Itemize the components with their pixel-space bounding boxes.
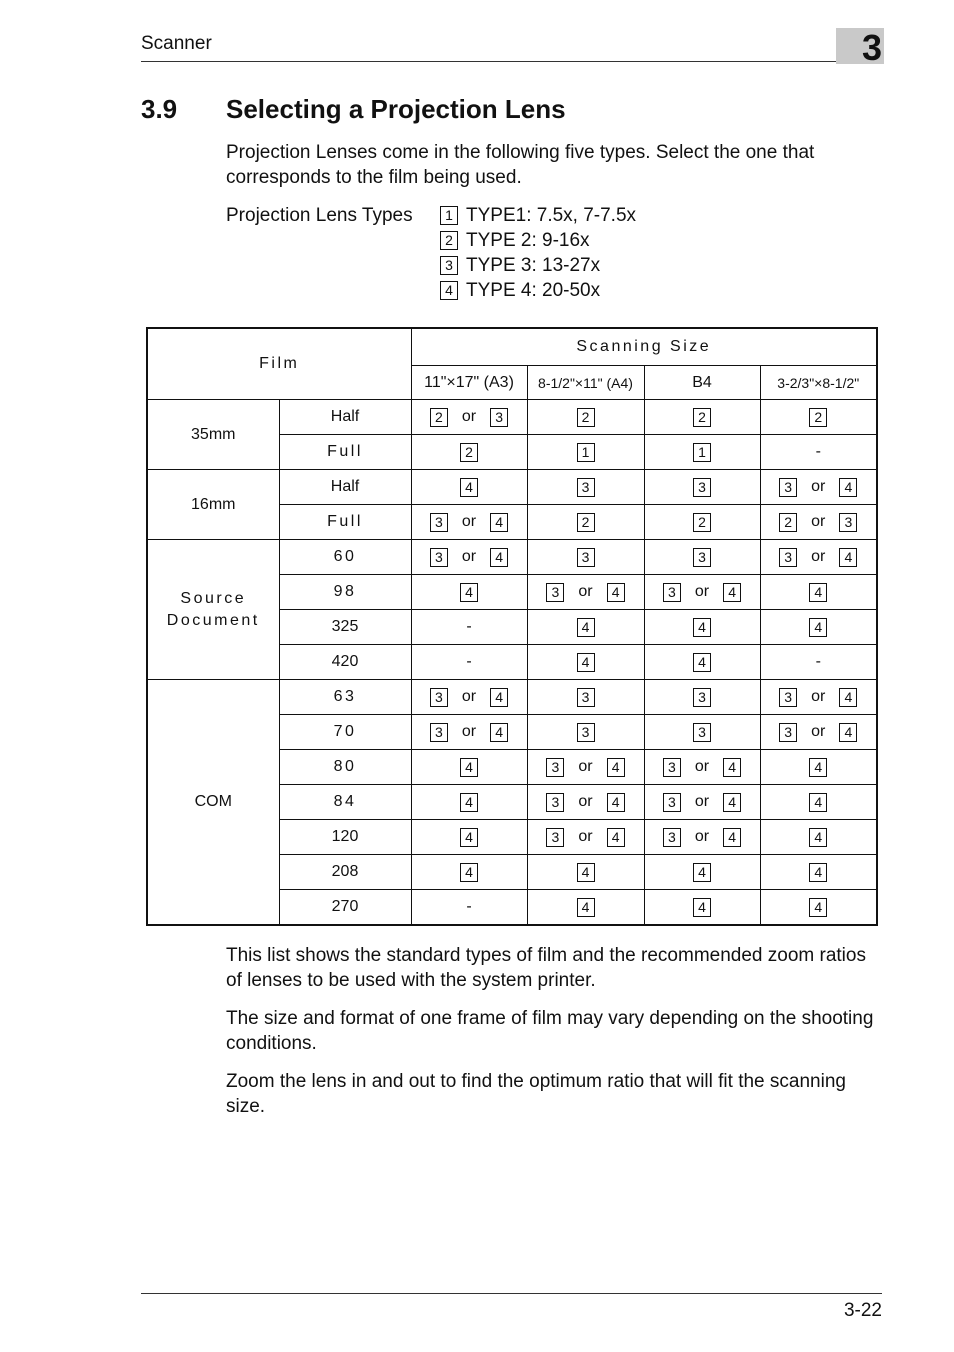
not-applicable-dash: - <box>815 443 821 460</box>
lens-cell <box>760 820 877 855</box>
lens-type-box: 2 <box>779 513 797 532</box>
lens-cell <box>411 750 527 785</box>
page-number: 3-22 <box>843 1300 882 1321</box>
lens-type-box: 4 <box>809 618 827 637</box>
lens-type-box: 1 <box>577 443 595 462</box>
lens-choice-pair <box>779 548 857 567</box>
lens-type-box: 3 <box>546 793 564 812</box>
not-applicable-dash: - <box>466 618 472 635</box>
lens-type-text: TYPE 4: 20-50x <box>466 280 601 301</box>
lens-type-text: TYPE1: 7.5x, 7-7.5x <box>466 205 637 226</box>
section-number: 3.9 <box>141 94 178 124</box>
lens-cell <box>644 750 760 785</box>
or-text: or <box>811 548 826 565</box>
lens-choice-pair <box>779 723 857 742</box>
lens-type-box: 4 <box>693 653 711 672</box>
lens-type-box: 3 <box>779 548 797 567</box>
not-applicable-dash: - <box>466 653 472 670</box>
lens-type-box: 3 <box>546 758 564 777</box>
film-row-label: 84 <box>279 785 411 820</box>
film-row-label: 80 <box>279 750 411 785</box>
lens-cell <box>760 855 877 890</box>
lens-type-box: 4 <box>809 898 827 917</box>
lens-type-box: 3 <box>779 478 797 497</box>
lens-type-box: 2 <box>693 408 711 427</box>
lens-cell <box>760 645 877 680</box>
lens-type-box: 3 <box>577 723 595 742</box>
lens-choice-pair <box>430 513 508 532</box>
lens-cell <box>760 505 877 540</box>
lens-type-box: 4 <box>577 653 595 672</box>
film-row-label: Full <box>279 505 411 540</box>
film-row-label: 70 <box>279 715 411 750</box>
lens-type-number-box: 3 <box>440 256 458 275</box>
lens-cell <box>644 890 760 926</box>
film-group-label: 16mm <box>147 470 279 540</box>
lens-cell <box>644 505 760 540</box>
lens-cell <box>760 680 877 715</box>
lens-type-item <box>440 228 636 253</box>
lens-type-item <box>440 278 636 303</box>
lens-cell <box>644 575 760 610</box>
lens-cell <box>411 855 527 890</box>
lens-choice-pair <box>546 828 624 847</box>
film-group-label: COM <box>147 680 279 926</box>
lens-type-box: 4 <box>839 688 857 707</box>
lens-type-box: 3 <box>693 723 711 742</box>
lens-type-box: 4 <box>460 583 478 602</box>
lens-cell <box>527 680 644 715</box>
or-text: or <box>461 548 477 565</box>
lens-type-box: 3 <box>490 408 508 427</box>
or-text: or <box>578 758 593 775</box>
lens-cell <box>527 715 644 750</box>
scanning-size-column-header: B4 <box>644 366 760 400</box>
lens-type-box: 3 <box>693 548 711 567</box>
footer-divider <box>141 1293 882 1294</box>
film-row-label: Full <box>279 435 411 470</box>
lens-type-box: 4 <box>490 548 508 567</box>
lens-type-box: 3 <box>663 583 681 602</box>
lens-cell <box>760 400 877 435</box>
lens-type-box: 4 <box>607 758 625 777</box>
or-text: or <box>694 828 710 845</box>
lens-type-box: 4 <box>839 548 857 567</box>
lens-cell <box>527 610 644 645</box>
or-text: or <box>578 828 593 845</box>
table-row <box>147 540 877 575</box>
lens-cell <box>411 505 527 540</box>
lens-cell <box>644 680 760 715</box>
or-text: or <box>811 513 826 530</box>
lens-choice-pair <box>430 688 508 707</box>
lens-type-box: 4 <box>809 758 827 777</box>
not-applicable-dash: - <box>815 653 821 670</box>
lens-type-box: 1 <box>693 443 711 462</box>
lens-choice-pair <box>663 583 741 602</box>
table-row <box>147 400 877 435</box>
lens-type-box: 2 <box>430 408 448 427</box>
lens-cell <box>644 820 760 855</box>
lens-type-item <box>440 203 636 228</box>
lens-cell <box>411 435 527 470</box>
lens-type-box: 3 <box>430 723 448 742</box>
lens-type-box: 2 <box>809 408 827 427</box>
lens-cell <box>527 820 644 855</box>
film-row-label: 60 <box>279 540 411 575</box>
scanning-size-column-header: 8-1/2"×11" (A4) <box>527 366 644 400</box>
lens-type-box: 3 <box>577 548 595 567</box>
lens-cell <box>411 610 527 645</box>
or-text: or <box>461 408 477 425</box>
film-row-label: Half <box>279 400 411 435</box>
lens-cell <box>760 540 877 575</box>
or-text: or <box>461 513 477 530</box>
lens-type-box: 3 <box>779 688 797 707</box>
lens-type-box: 3 <box>693 478 711 497</box>
lens-type-box: 4 <box>460 793 478 812</box>
lens-type-box: 4 <box>460 478 478 497</box>
lens-table <box>146 327 878 926</box>
lens-type-box: 3 <box>577 478 595 497</box>
or-text: or <box>811 688 826 705</box>
lens-choice-pair <box>779 478 857 497</box>
lens-type-text: TYPE 2: 9-16x <box>466 230 590 251</box>
not-applicable-dash: - <box>466 898 472 915</box>
lens-type-box: 3 <box>663 793 681 812</box>
scanning-size-column-header: 11"×17" (A3) <box>411 366 527 400</box>
lens-type-box: 3 <box>430 548 448 567</box>
lens-cell <box>411 400 527 435</box>
scanning-size-header: Scanning Size <box>411 328 877 366</box>
table-row <box>147 680 877 715</box>
lens-cell <box>644 400 760 435</box>
lens-choice-pair <box>546 583 624 602</box>
lens-type-box: 4 <box>490 723 508 742</box>
lens-type-text: TYPE 3: 13-27x <box>466 255 601 276</box>
lens-type-box: 4 <box>723 793 741 812</box>
lens-type-box: 3 <box>546 828 564 847</box>
lens-cell <box>760 715 877 750</box>
intro-paragraph: Projection Lenses come in the following five types. Select the one that corresponds to the film being used. <box>226 142 815 188</box>
lens-type-box: 4 <box>693 863 711 882</box>
lens-type-box: 3 <box>663 828 681 847</box>
lens-cell <box>760 785 877 820</box>
lens-cell <box>760 610 877 645</box>
note-paragraph-3: Zoom the lens in and out to find the optimum ratio that will fit the scanning size. <box>226 1071 846 1117</box>
lens-type-box: 3 <box>577 688 595 707</box>
or-text: or <box>694 583 710 600</box>
lens-type-box: 2 <box>577 513 595 532</box>
or-text: or <box>694 758 710 775</box>
film-row-label: 325 <box>279 610 411 645</box>
or-text: or <box>578 583 593 600</box>
or-text: or <box>578 793 593 810</box>
lens-type-item <box>440 253 636 278</box>
lens-cell <box>411 645 527 680</box>
film-row-label: 63 <box>279 680 411 715</box>
lens-type-box: 3 <box>663 758 681 777</box>
film-row-label: 420 <box>279 645 411 680</box>
table-row <box>147 470 877 505</box>
lens-choice-pair <box>546 793 624 812</box>
lens-type-box: 4 <box>723 828 741 847</box>
lens-cell <box>760 435 877 470</box>
note-paragraph-1: This list shows the standard types of film and the recommended zoom ratios of lenses to be used with the system printer. <box>226 945 866 991</box>
lens-cell <box>644 610 760 645</box>
lens-type-box: 4 <box>607 583 625 602</box>
lens-type-number-box: 1 <box>440 206 458 225</box>
lens-type-box: 3 <box>430 688 448 707</box>
lens-types-list <box>440 203 636 303</box>
chapter-number-tab: 3 <box>836 28 884 64</box>
lens-type-number-box: 2 <box>440 231 458 250</box>
film-row-label: 208 <box>279 855 411 890</box>
film-group-label: Source Document <box>147 540 279 680</box>
or-text: or <box>811 478 826 495</box>
lens-cell <box>527 785 644 820</box>
lens-cell <box>644 470 760 505</box>
lens-cell <box>644 435 760 470</box>
or-text: or <box>694 793 710 810</box>
lens-cell <box>527 470 644 505</box>
lens-cell <box>411 785 527 820</box>
lens-cell <box>411 890 527 926</box>
lens-type-box: 3 <box>546 583 564 602</box>
lens-type-box: 4 <box>693 898 711 917</box>
lens-type-number-box: 4 <box>440 281 458 300</box>
lens-cell <box>527 855 644 890</box>
lens-type-box: 3 <box>839 513 857 532</box>
lens-cell <box>527 575 644 610</box>
lens-type-box: 4 <box>490 513 508 532</box>
lens-type-box: 4 <box>460 828 478 847</box>
film-row-label: 120 <box>279 820 411 855</box>
lens-choice-pair <box>663 758 741 777</box>
lens-cell <box>760 890 877 926</box>
lens-choice-pair <box>430 548 508 567</box>
lens-choice-pair <box>663 793 741 812</box>
lens-type-box: 4 <box>460 758 478 777</box>
lens-cell <box>527 890 644 926</box>
lens-type-box: 4 <box>607 793 625 812</box>
lens-type-box: 2 <box>460 443 478 462</box>
lens-type-box: 4 <box>490 688 508 707</box>
lens-choice-pair <box>663 828 741 847</box>
or-text: or <box>461 723 477 740</box>
lens-cell <box>527 540 644 575</box>
lens-cell <box>411 680 527 715</box>
lens-cell <box>644 855 760 890</box>
lens-type-box: 4 <box>607 828 625 847</box>
lens-cell <box>644 645 760 680</box>
lens-type-box: 4 <box>577 863 595 882</box>
lens-choice-pair <box>779 513 857 532</box>
lens-cell <box>411 470 527 505</box>
lens-type-box: 3 <box>430 513 448 532</box>
lens-cell <box>644 715 760 750</box>
lens-cell <box>760 750 877 785</box>
lens-type-box: 4 <box>809 828 827 847</box>
lens-type-box: 4 <box>839 478 857 497</box>
lens-types-label: Projection Lens Types <box>226 205 413 226</box>
lens-cell <box>527 750 644 785</box>
lens-type-box: 3 <box>779 723 797 742</box>
lens-type-box: 2 <box>577 408 595 427</box>
or-text: or <box>461 688 477 705</box>
film-row-label: 270 <box>279 890 411 926</box>
lens-type-box: 4 <box>809 793 827 812</box>
lens-choice-pair <box>430 723 508 742</box>
lens-cell <box>411 540 527 575</box>
lens-choice-pair <box>546 758 624 777</box>
lens-cell <box>527 435 644 470</box>
lens-cell <box>411 715 527 750</box>
lens-type-box: 4 <box>809 583 827 602</box>
lens-type-box: 4 <box>577 618 595 637</box>
header-divider <box>141 61 882 62</box>
lens-type-box: 3 <box>693 688 711 707</box>
lens-type-box: 4 <box>723 758 741 777</box>
lens-cell <box>527 400 644 435</box>
or-text: or <box>811 723 826 740</box>
film-group-label: 35mm <box>147 400 279 470</box>
lens-choice-pair <box>430 408 508 427</box>
lens-cell <box>760 470 877 505</box>
lens-cell <box>411 820 527 855</box>
note-paragraph-2: The size and format of one frame of film may vary depending on the shooting conditions. <box>226 1008 874 1054</box>
lens-type-box: 4 <box>839 723 857 742</box>
section-title: Selecting a Projection Lens <box>226 94 566 124</box>
lens-cell <box>527 645 644 680</box>
scanning-size-column-header: 3-2/3"×8-1/2" <box>760 366 877 400</box>
lens-cell <box>527 505 644 540</box>
lens-type-box: 4 <box>577 898 595 917</box>
film-row-label: 98 <box>279 575 411 610</box>
lens-cell <box>760 575 877 610</box>
lens-choice-pair <box>779 688 857 707</box>
film-header: Film <box>147 328 411 400</box>
lens-cell <box>644 540 760 575</box>
lens-type-box: 4 <box>693 618 711 637</box>
lens-type-box: 4 <box>460 863 478 882</box>
lens-type-box: 2 <box>693 513 711 532</box>
lens-cell <box>411 575 527 610</box>
lens-cell <box>644 785 760 820</box>
running-header: Scanner <box>141 33 212 54</box>
lens-type-box: 4 <box>723 583 741 602</box>
film-row-label: Half <box>279 470 411 505</box>
lens-type-box: 4 <box>809 863 827 882</box>
